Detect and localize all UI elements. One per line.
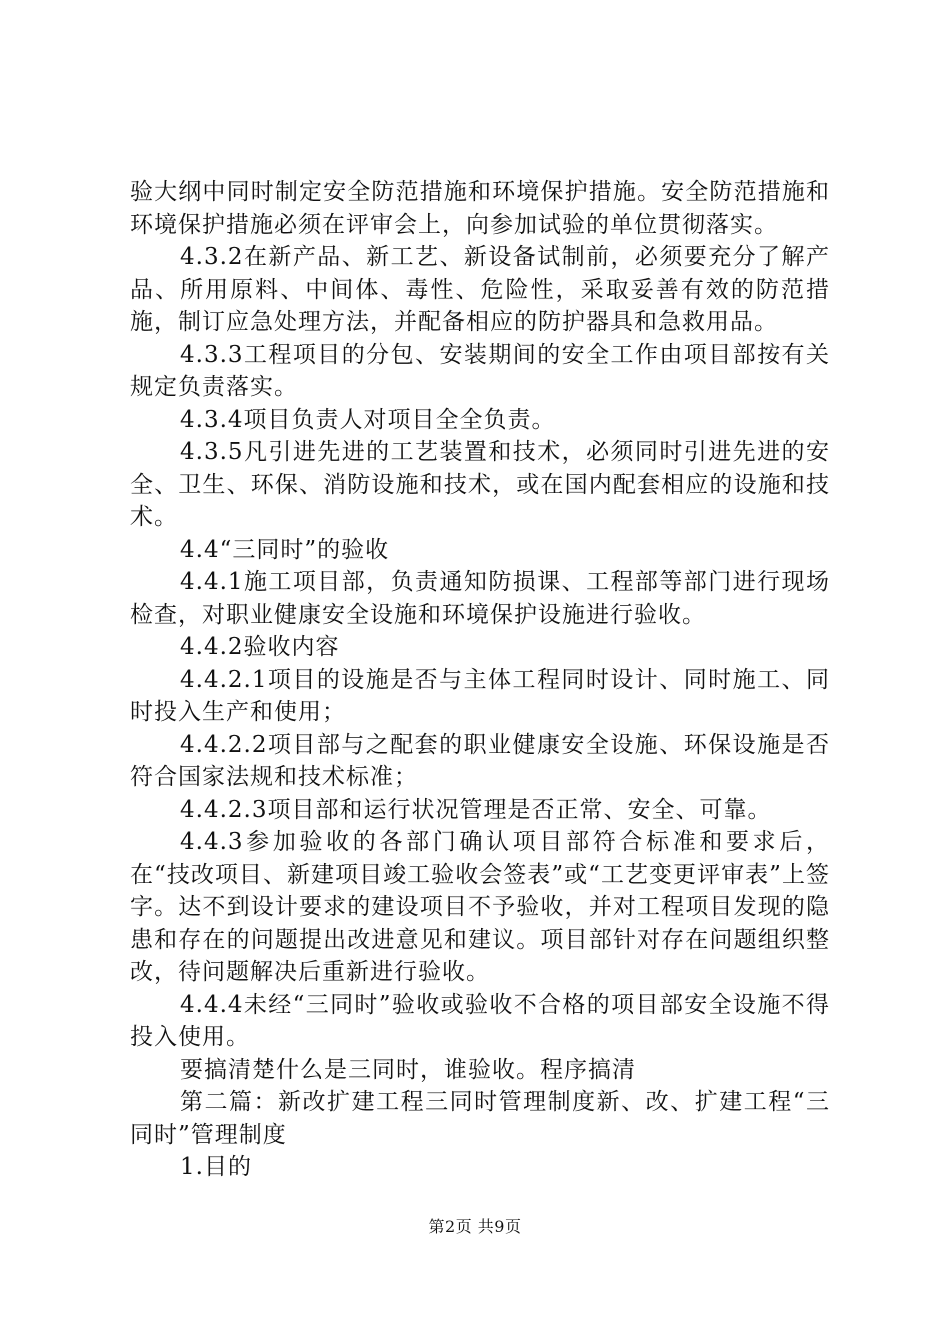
paragraph-4-4-2-1: 4.4.2.1项目的设施是否与主体工程同时设计、同时施工、同时投入生产和使用； bbox=[130, 666, 830, 725]
page-footer: 第2页 共9页 bbox=[428, 1217, 522, 1236]
paragraph-4-4-1: 4.4.1施工项目部，负责通知防损课、工程部等部门进行现场检查，对职业健康安全设施和环境保护设施进行验收。 bbox=[130, 569, 830, 628]
paragraph-4-3-3: 4.3.3工程项目的分包、安装期间的安全工作由项目部按有关规定负责落实。 bbox=[130, 341, 830, 400]
paragraph-part-two-title: 第二篇：新改扩建工程三同时管理制度新、改、扩建工程“三同时”管理制度 bbox=[130, 1089, 830, 1148]
document-body bbox=[130, 176, 830, 1184]
section-heading-4-4: 4.4“三同时”的验收 bbox=[180, 536, 390, 563]
paragraph-4-4-2: 4.4.2验收内容 bbox=[180, 634, 340, 660]
paragraph-4-3-5: 4.3.5凡引进先进的工艺装置和技术，必须同时引进先进的安全、卫生、环保、消防设施和技术，或在国内配套相应的设施和技术。 bbox=[130, 439, 830, 530]
paragraph-note: 要搞清楚什么是三同时，谁验收。程序搞清 bbox=[180, 1056, 636, 1083]
paragraph-continuation: 验大纲中同时制定安全防范措施和环境保护措施。安全防范措施和环境保护措施必须在评审会上，向参加试验的单位贯彻落实。 bbox=[130, 179, 830, 238]
paragraph-4-4-2-3: 4.4.2.3项目部和运行状况管理是否正常、安全、可靠。 bbox=[180, 796, 772, 823]
paragraph-4-4-2-2: 4.4.2.2项目部与之配套的职业健康安全设施、环保设施是否符合国家法规和技术标准； bbox=[130, 731, 830, 790]
paragraph-4-3-2: 4.3.2在新产品、新工艺、新设备试制前，必须要充分了解产品、所用原料、中间体、毒性、危险性，采取妥善有效的防范措施，制订应急处理方法，并配备相应的防护器具和急救用品。 bbox=[130, 244, 830, 335]
paragraph-4-3-4: 4.3.4项目负责人对项目全全负责。 bbox=[180, 406, 556, 433]
paragraph-4-4-3: 4.4.3参加验收的各部门确认项目部符合标准和要求后，在“技改项目、新建项目竣工验收会签表”或“工艺变更评审表”上签字。达不到设计要求的建设项目不予验收，并对工程项目发现的隐患和存在的问题提出改进意见和建议。项目部针对存在问题组织整改，待问题解决后重新进行验收。 bbox=[130, 829, 830, 985]
paragraph-4-4-4: 4.4.4未经“三同时”验收或验收不合格的项目部安全设施不得投入使用。 bbox=[130, 991, 830, 1050]
paragraph-purpose-heading: 1.目的 bbox=[180, 1154, 252, 1180]
